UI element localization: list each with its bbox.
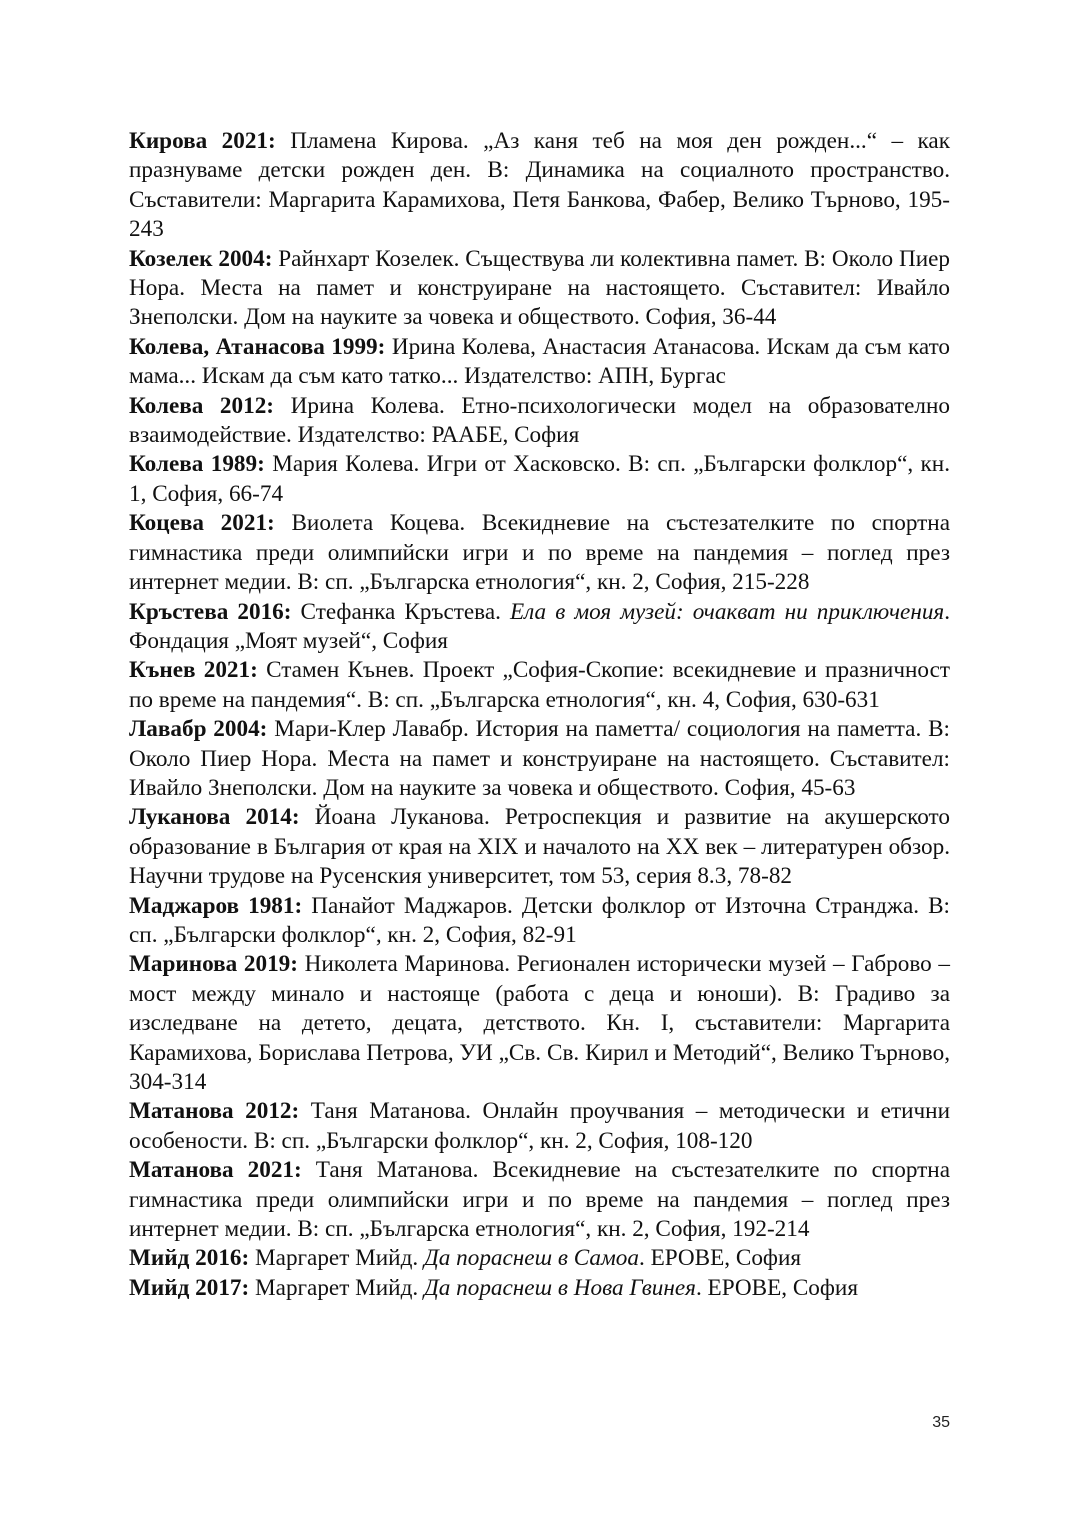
entry-key: Колева, Атанасова 1999: (129, 333, 386, 360)
bibliography-entry (129, 1244, 950, 1273)
bibliography-entry (129, 598, 950, 657)
bibliography-entry (129, 1156, 950, 1244)
bibliography-entry (129, 803, 950, 891)
entry-title-italic: Ела в моя музей: очакват ни приключения (509, 598, 945, 625)
entry-text: Стамен Кънев. Проект „София-Скопие: всекидневие и празничност по време на пандемия“. В: сп. „Българска етнология“, кн. 4, София, 630-631 (129, 657, 950, 713)
entry-key: Мийд 2016: (129, 1245, 250, 1272)
bibliography-entry (129, 950, 950, 1097)
entry-text: Маргарет Мийд. (249, 1274, 424, 1301)
entry-text: Панайот Маджаров. Детски фолклор от Източна Странджа. В: сп. „Български фолклор“, кн. 2, София, 82-91 (129, 892, 950, 948)
entry-key: Маринова 2019: (129, 951, 298, 978)
bibliography-entry (129, 656, 950, 715)
entry-key: Коцева 2021: (129, 510, 275, 537)
entry-key: Лавабр 2004: (129, 716, 268, 743)
bibliography-entry (129, 392, 950, 451)
entry-key: Кънев 2021: (129, 657, 258, 684)
entry-key: Колева 1989: (129, 451, 265, 478)
entry-text: Ирина Колева. Етно-психологически модел на образователно взаимодействие. Издателство: РААБЕ, София (129, 392, 950, 449)
entry-text: Мария Колева. Игри от Хасковско. В: сп. „Български фолклор“, кн. 1, София, 66-74 (129, 451, 950, 507)
entry-text: Йоана Луканова. Ретроспекция и развитие на акушерското образование в България от края на XIX и началото на XX век – литературен обзор. Научни трудове на Русенския университет, том 53, серия 8.3, 78-82 (129, 804, 950, 890)
entry-text: . ЕРОВЕ, София (695, 1274, 859, 1301)
entry-text: Маргарет Мийд. (249, 1245, 424, 1272)
entry-text: Мари-Клер Лавабр. История на паметта/ социология на паметта. В: Около Пиер Нора. Места на памет и конструиране на настоящето. Съставител: Ивайло Знеполски. Дом на науките за човека и обществото. София, 45-63 (129, 716, 950, 801)
bibliography-entry (129, 127, 950, 245)
bibliography-entry (129, 245, 950, 333)
bibliography-entry (129, 333, 950, 392)
entry-text: Таня Матанова. Всекидневие на състезателките по спортна гимнастика преди олимпийски игри и по време на пандемия – поглед през интернет медии. В: сп. „Българска етнология“, кн. 2, София, 192-214 (129, 1157, 950, 1243)
entry-text: Таня Матанова. Онлайн проучвания – методически и етични особености. В: сп. „Български фолклор“, кн. 2, София, 108-120 (129, 1098, 950, 1154)
entry-text: Ирина Колева, Анастасия Атанасова. Искам да съм като мама... Искам да съм като татко... Издателство: АПН, Бургас (129, 333, 950, 390)
bibliography-entry (129, 450, 950, 509)
entry-key: Кирова 2021: (129, 128, 276, 154)
entry-text: Николета Маринова. Регионален исторически музей – Габрово – мост между минало и настояще (работа с деца и юноши). В: Градиво за изследване на детето, децата, детството. Кн. I, съставители: Маргарита Карамихова, Борислава Петрова, УИ „Св. Св. Кирил и Методий“, Велико Търново, 304-314 (129, 951, 950, 1095)
page-number: 35 (932, 1414, 950, 1431)
bibliography-entry (129, 715, 950, 803)
bibliography-list (129, 127, 950, 1303)
entry-text: Виолета Коцева. Всекидневие на състезателките по спортна гимнастика преди олимпийски игри и по време на пандемия – поглед през интернет медии. В: сп. „Българска етнология“, кн. 2, София, 215-228 (129, 510, 950, 596)
entry-title-italic: Да пораснеш в Самоа (423, 1245, 639, 1272)
entry-key: Мийд 2017: (129, 1274, 250, 1301)
entry-title-italic: Да пораснеш в Нова Гвинея (423, 1274, 696, 1301)
entry-text: . Фондация „Моят музей“, София (129, 598, 950, 654)
entry-key: Козелек 2004: (129, 245, 273, 272)
entry-text: Пламена Кирова. „Аз каня теб на моя ден рожден...“ – как празнуваме детски рожден ден. В: Динамика на социалното пространство. Съставители: Маргарита Карамихова, Петя Банкова, Фабер, Велико Търново, 195-243 (129, 128, 950, 243)
bibliography-entry (129, 1097, 950, 1156)
entry-text: . ЕРОВЕ, София (638, 1245, 802, 1272)
entry-key: Матанова 2012: (129, 1098, 300, 1125)
entry-key: Луканова 2014: (129, 804, 300, 831)
entry-key: Колева 2012: (129, 392, 275, 419)
bibliography-entry (129, 1274, 950, 1303)
entry-key: Маджаров 1981: (129, 892, 303, 919)
entry-key: Матанова 2021: (129, 1157, 302, 1184)
entry-text: Райнхарт Козелек. Съществува ли колективна памет. В: Около Пиер Нора. Места на памет и конструиране на настоящето. Съставител: Ивайло Знеполски. Дом на науките за човека и обществото. София, 36-44 (129, 245, 950, 331)
bibliography-entry (129, 509, 950, 597)
entry-text: Стефанка Кръстева. (291, 598, 510, 625)
bibliography-entry (129, 892, 950, 951)
entry-key: Кръстева 2016: (129, 598, 292, 625)
